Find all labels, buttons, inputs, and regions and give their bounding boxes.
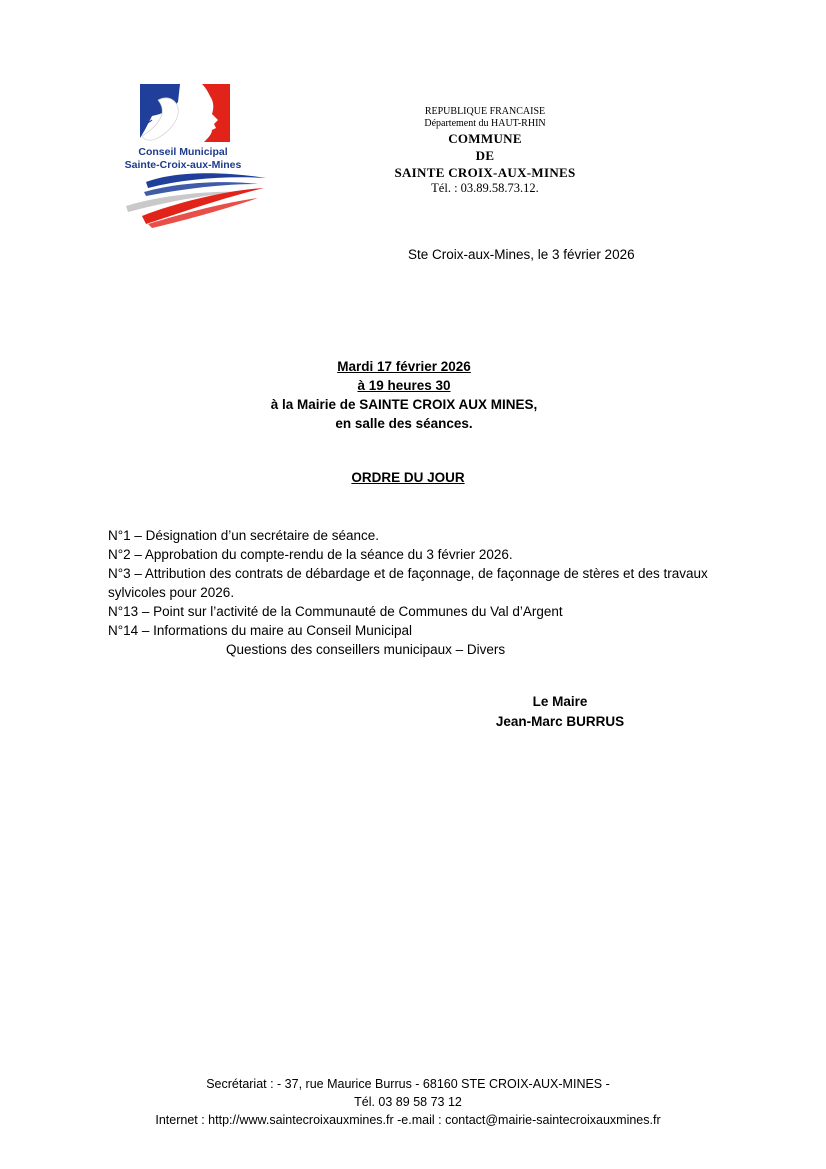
town-label: SAINTE CROIX-AUX-MINES: [394, 165, 576, 180]
municipal-logo: [118, 80, 268, 230]
republic-label: REPUBLIQUE FRANCAISE: [424, 106, 546, 117]
signature-block: [470, 692, 650, 732]
footer-contact: Internet : http://www.saintecroixauxmines.fr -e.mail : contact@mairie-saintecroixauxmines.fr: [155, 1113, 661, 1127]
letterhead: [385, 106, 585, 196]
signature-title: Le Maire: [532, 694, 588, 709]
meeting-room: en salle des séances.: [335, 416, 473, 431]
date-line: Ste Croix-aux-Mines, le 3 février 2026: [408, 247, 635, 262]
meeting-date: Mardi 17 février 2026: [337, 359, 471, 374]
department-label: Département du HAUT-RHIN: [424, 118, 546, 129]
meeting-place: à la Mairie de SAINTE CROIX AUX MINES,: [270, 397, 538, 412]
signature-name: Jean-Marc BURRUS: [495, 714, 625, 729]
footer-address: Secrétariat : - 37, rue Maurice Burrus - 68160 STE CROIX-AUX-MINES -: [206, 1077, 610, 1091]
agenda-item: N°1 – Désignation d’un secrétaire de séance.: [108, 528, 380, 543]
agenda-extra: Questions des conseillers municipaux – Divers: [226, 642, 506, 657]
agenda-list: [108, 526, 733, 659]
logo-line-1: Conseil Municipal: [138, 146, 228, 158]
footer-phone: Tél. 03 89 58 73 12: [354, 1095, 462, 1109]
meeting-info: [0, 357, 808, 433]
de-label: DE: [475, 148, 495, 163]
agenda-title: ORDRE DU JOUR: [351, 470, 465, 485]
commune-label: COMMUNE: [448, 131, 522, 146]
footer: [0, 1075, 816, 1129]
agenda-item: N°2 – Approbation du compte-rendu de la séance du 3 février 2026.: [108, 547, 513, 562]
agenda-item: N°14 – Informations du maire au Conseil Municipal: [108, 623, 413, 638]
phone-label: Tél. : 03.89.58.73.12.: [431, 181, 539, 195]
meeting-time: à 19 heures 30: [357, 378, 451, 393]
agenda-item: N°3 – Attribution des contrats de débardage et de façonnage, de façonnage de stères et des travaux sylvicoles pour 2026.: [108, 566, 708, 600]
agenda-item: N°13 – Point sur l’activité de la Communauté de Communes du Val d’Argent: [108, 604, 563, 619]
logo-line-2: Sainte-Croix-aux-Mines: [124, 159, 242, 171]
